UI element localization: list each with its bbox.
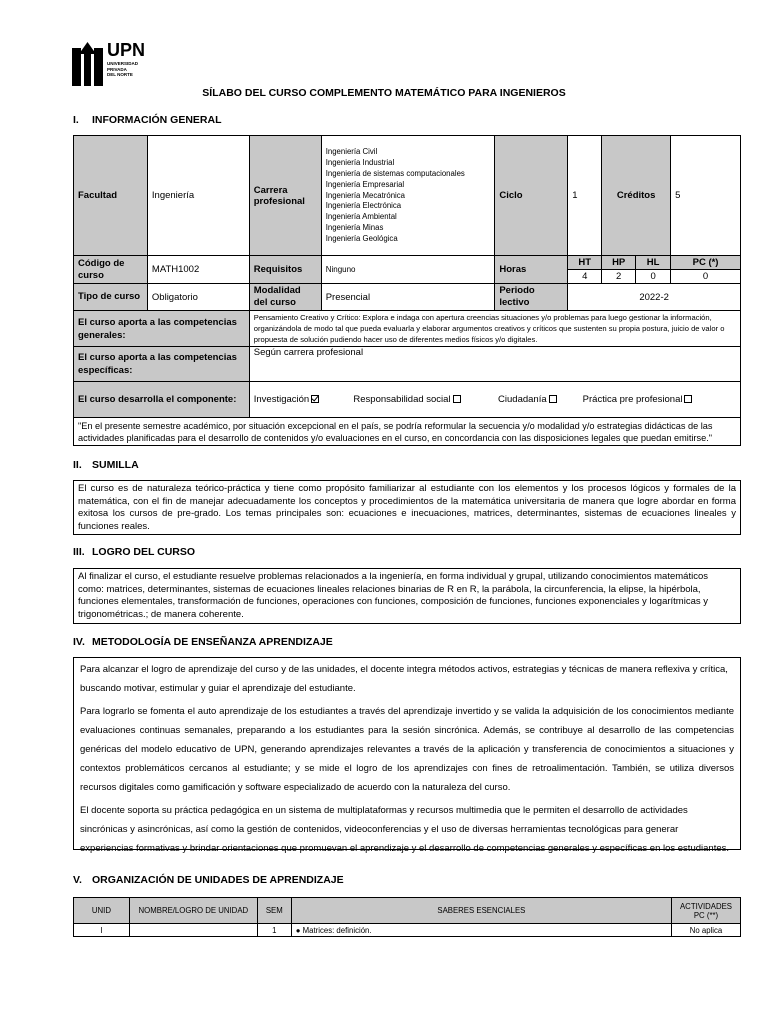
metodologia-box [73, 657, 741, 854]
metodologia-paragraph: Para alcanzar el logro de aprendizaje del curso y de las unidades, el docente integra métodos activos, estrategias y técnicas de manera reflexiva y crítica, buscando motivar, estimular y guiar el aprendizaje del estudiante. [80, 664, 728, 694]
bullet-icon: ● [295, 925, 303, 935]
carrera-label: Carrera profesional [249, 136, 321, 256]
hl-label: HL [636, 256, 671, 270]
componente-practica[interactable]: Práctica pre profesional [583, 394, 693, 405]
section-3-heading: III. LOGRO DEL CURSO [73, 546, 196, 558]
section-4-heading: IV. METODOLOGÍA DE ENSEÑANZA APRENDIZAJE [73, 636, 333, 648]
hp-label: HP [602, 256, 636, 270]
horas-label: Horas [495, 256, 568, 284]
logo-subtitle: UNIVERSIDAD PRIVADA DEL NORTE [107, 61, 139, 77]
cell-saberes: ● Matrices: definición. [291, 924, 671, 937]
periodo-value: 2022-2 [568, 284, 741, 311]
carreras-list: Ingeniería Civil Ingeniería Industrial Ingeniería de sistemas computacionales Ingeniería Empresarial Ingeniería Mecatrónica Ingeniería Electrónica Ingeniería Ambiental Ingeniería Minas Ingeniería Geológica [321, 136, 495, 256]
componente-investigacion[interactable]: Investigación [254, 394, 351, 405]
facultad-value: Ingeniería [147, 136, 249, 256]
cell-sem: 1 [257, 924, 291, 937]
comp-gen-value: Pensamiento Creativo y Crítico: Explora e indaga con apertura creencias situaciones y/o problemas para luego gestionar la información, organizándola de modo tal que pueda evaluarla y elaborar argumentos creativos y críticos que sustenten su propia postura, juicio de valor o propuesta de solución pudiendo hacer uso de diferentes medios físicos y/o digitales. [249, 311, 740, 347]
ht-value: 4 [568, 270, 602, 284]
section-2-heading: II. SUMILLA [73, 459, 139, 471]
componente-options [249, 382, 740, 418]
componente-ciudadania[interactable]: Ciudadanía [498, 394, 580, 405]
col-saberes: SABERES ESENCIALES [291, 898, 671, 924]
metodologia-paragraph: El docente soporta su práctica pedagógica en un sistema de multiplataformas y recursos multimedia que le permiten el desarrollo de actividades sincrónicas y asincrónicas, así como la gestión de contenidos, videoconferencias y el uso de diversas herramientas tecnológicas para generar experiencias formativas y brindar orientaciones que promuevan el aprendizaje y el desarrollo de competencias generales y específicas en los estudiantes. [80, 805, 730, 854]
hl-value: 0 [636, 270, 671, 284]
comp-gen-label: El curso aporta a las competencias generales: [74, 311, 250, 347]
hp-value: 2 [602, 270, 636, 284]
upn-mark-icon [72, 42, 104, 86]
logro-box: Al finalizar el curso, el estudiante resuelve problemas relacionados a la ingeniería, en forma individual y grupal, utilizando conocimientos matemáticos como: matrices, determinantes, sistemas de ecuaciones lineales relaciones binarias de R en R, la parábola, la circunferencia, la elipse, la hipérbola, funciones elementales, transformación de funciones, operaciones con funciones, composición de funciones, funciones exponenciales y logarítmicas y trigonométricas.; de manera coherente. [73, 568, 741, 624]
tipo-label: Tipo de curso [74, 284, 148, 311]
creditos-value: 5 [671, 136, 741, 256]
checkbox-icon[interactable] [549, 395, 557, 403]
col-unid: UNID [74, 898, 130, 924]
codigo-label: Código de curso [74, 256, 148, 284]
nota-excepcional: "En el presente semestre académico, por situación excepcional en el país, se podría reformular la secuencia y/o modalidad y/o estrategias didácticas de las actividades planificadas para el desarrollo de contenidos y/o evaluaciones en el curso, en concordancia con las disposiciones legales que puedan emitirse." [74, 418, 741, 446]
logo-name: UPN [107, 40, 146, 60]
col-sem: SEM [257, 898, 291, 924]
checkbox-icon[interactable] [453, 395, 461, 403]
modalidad-value: Presencial [321, 284, 495, 311]
col-nombre: NOMBRE/LOGRO DE UNIDAD [129, 898, 257, 924]
checkbox-checked-icon[interactable] [311, 395, 319, 403]
col-actividades: ACTIVIDADES PC (**) [671, 898, 740, 924]
general-info-table [73, 135, 741, 446]
sumilla-box: El curso es de naturaleza teórico-práctica y tiene como propósito familiarizar al estudiante con los elementos y los procesos lógicos y formales de la matemática, con el fin de manejar adecuadamente los conceptos y procedimientos de la matemática universitaria de manera que logre abordar en forma exitosa los cursos de pre-grado. Los temas principales son: ecuaciones e inecuaciones, matrices, determinantes, sistemas de ecuaciones lineales y funciones reales. [73, 480, 741, 535]
componente-responsabilidad[interactable]: Responsabilidad social [353, 394, 495, 405]
periodo-label: Periodo lectivo [495, 284, 568, 311]
facultad-label: Facultad [74, 136, 148, 256]
page-title: SÍLABO DEL CURSO COMPLEMENTO MATEMÁTICO PARA INGENIEROS [202, 87, 566, 99]
section-1-heading: I. INFORMACIÓN GENERAL [73, 114, 222, 126]
comp-esp-value: Según carrera profesional [249, 347, 740, 382]
units-table [73, 897, 741, 937]
upn-logo [70, 40, 150, 88]
creditos-label: Créditos [602, 136, 671, 256]
cell-nombre [129, 924, 257, 937]
pc-value: 0 [671, 270, 741, 284]
cell-unid: I [74, 924, 130, 937]
requisitos-label: Requisitos [249, 256, 321, 284]
table-row [74, 924, 741, 937]
requisitos-value: Ninguno [321, 256, 495, 284]
checkbox-icon[interactable] [684, 395, 692, 403]
componente-label: El curso desarrolla el componente: [74, 382, 250, 418]
comp-esp-label: El curso aporta a las competencias específicas: [74, 347, 250, 382]
ciclo-value: 1 [568, 136, 602, 256]
cell-actividades: No aplica [671, 924, 740, 937]
metodologia-paragraph: Para lograrlo se fomenta el auto aprendizaje de los estudiantes a través del aprendizaje invertido y se valida la adquisición de los conocimientos mediante evaluaciones continuas semanales, preparando a los estudiantes para la sesión sincrónica. Además, se contribuye al desarrollo de las competencias genéricas del modelo educativo de UPN, generando aprendizajes relevantes a través de la aplicación y transferencia de conocimientos a situaciones y contextos problemáticos cercanos al estudiante; y se mide el logro de los aprendizajes con fines de retroalimentación. También, se utiliza diversos recursos digitales como gamificación y software especializado de acuerdo con la naturaleza del curso. [80, 706, 734, 793]
pc-label: PC (*) [671, 256, 741, 270]
codigo-value: MATH1002 [147, 256, 249, 284]
modalidad-label: Modalidad del curso [249, 284, 321, 311]
ht-label: HT [568, 256, 602, 270]
ciclo-label: Ciclo [495, 136, 568, 256]
section-5-heading: V. ORGANIZACIÓN DE UNIDADES DE APRENDIZAJE [73, 874, 344, 886]
tipo-value: Obligatorio [147, 284, 249, 311]
